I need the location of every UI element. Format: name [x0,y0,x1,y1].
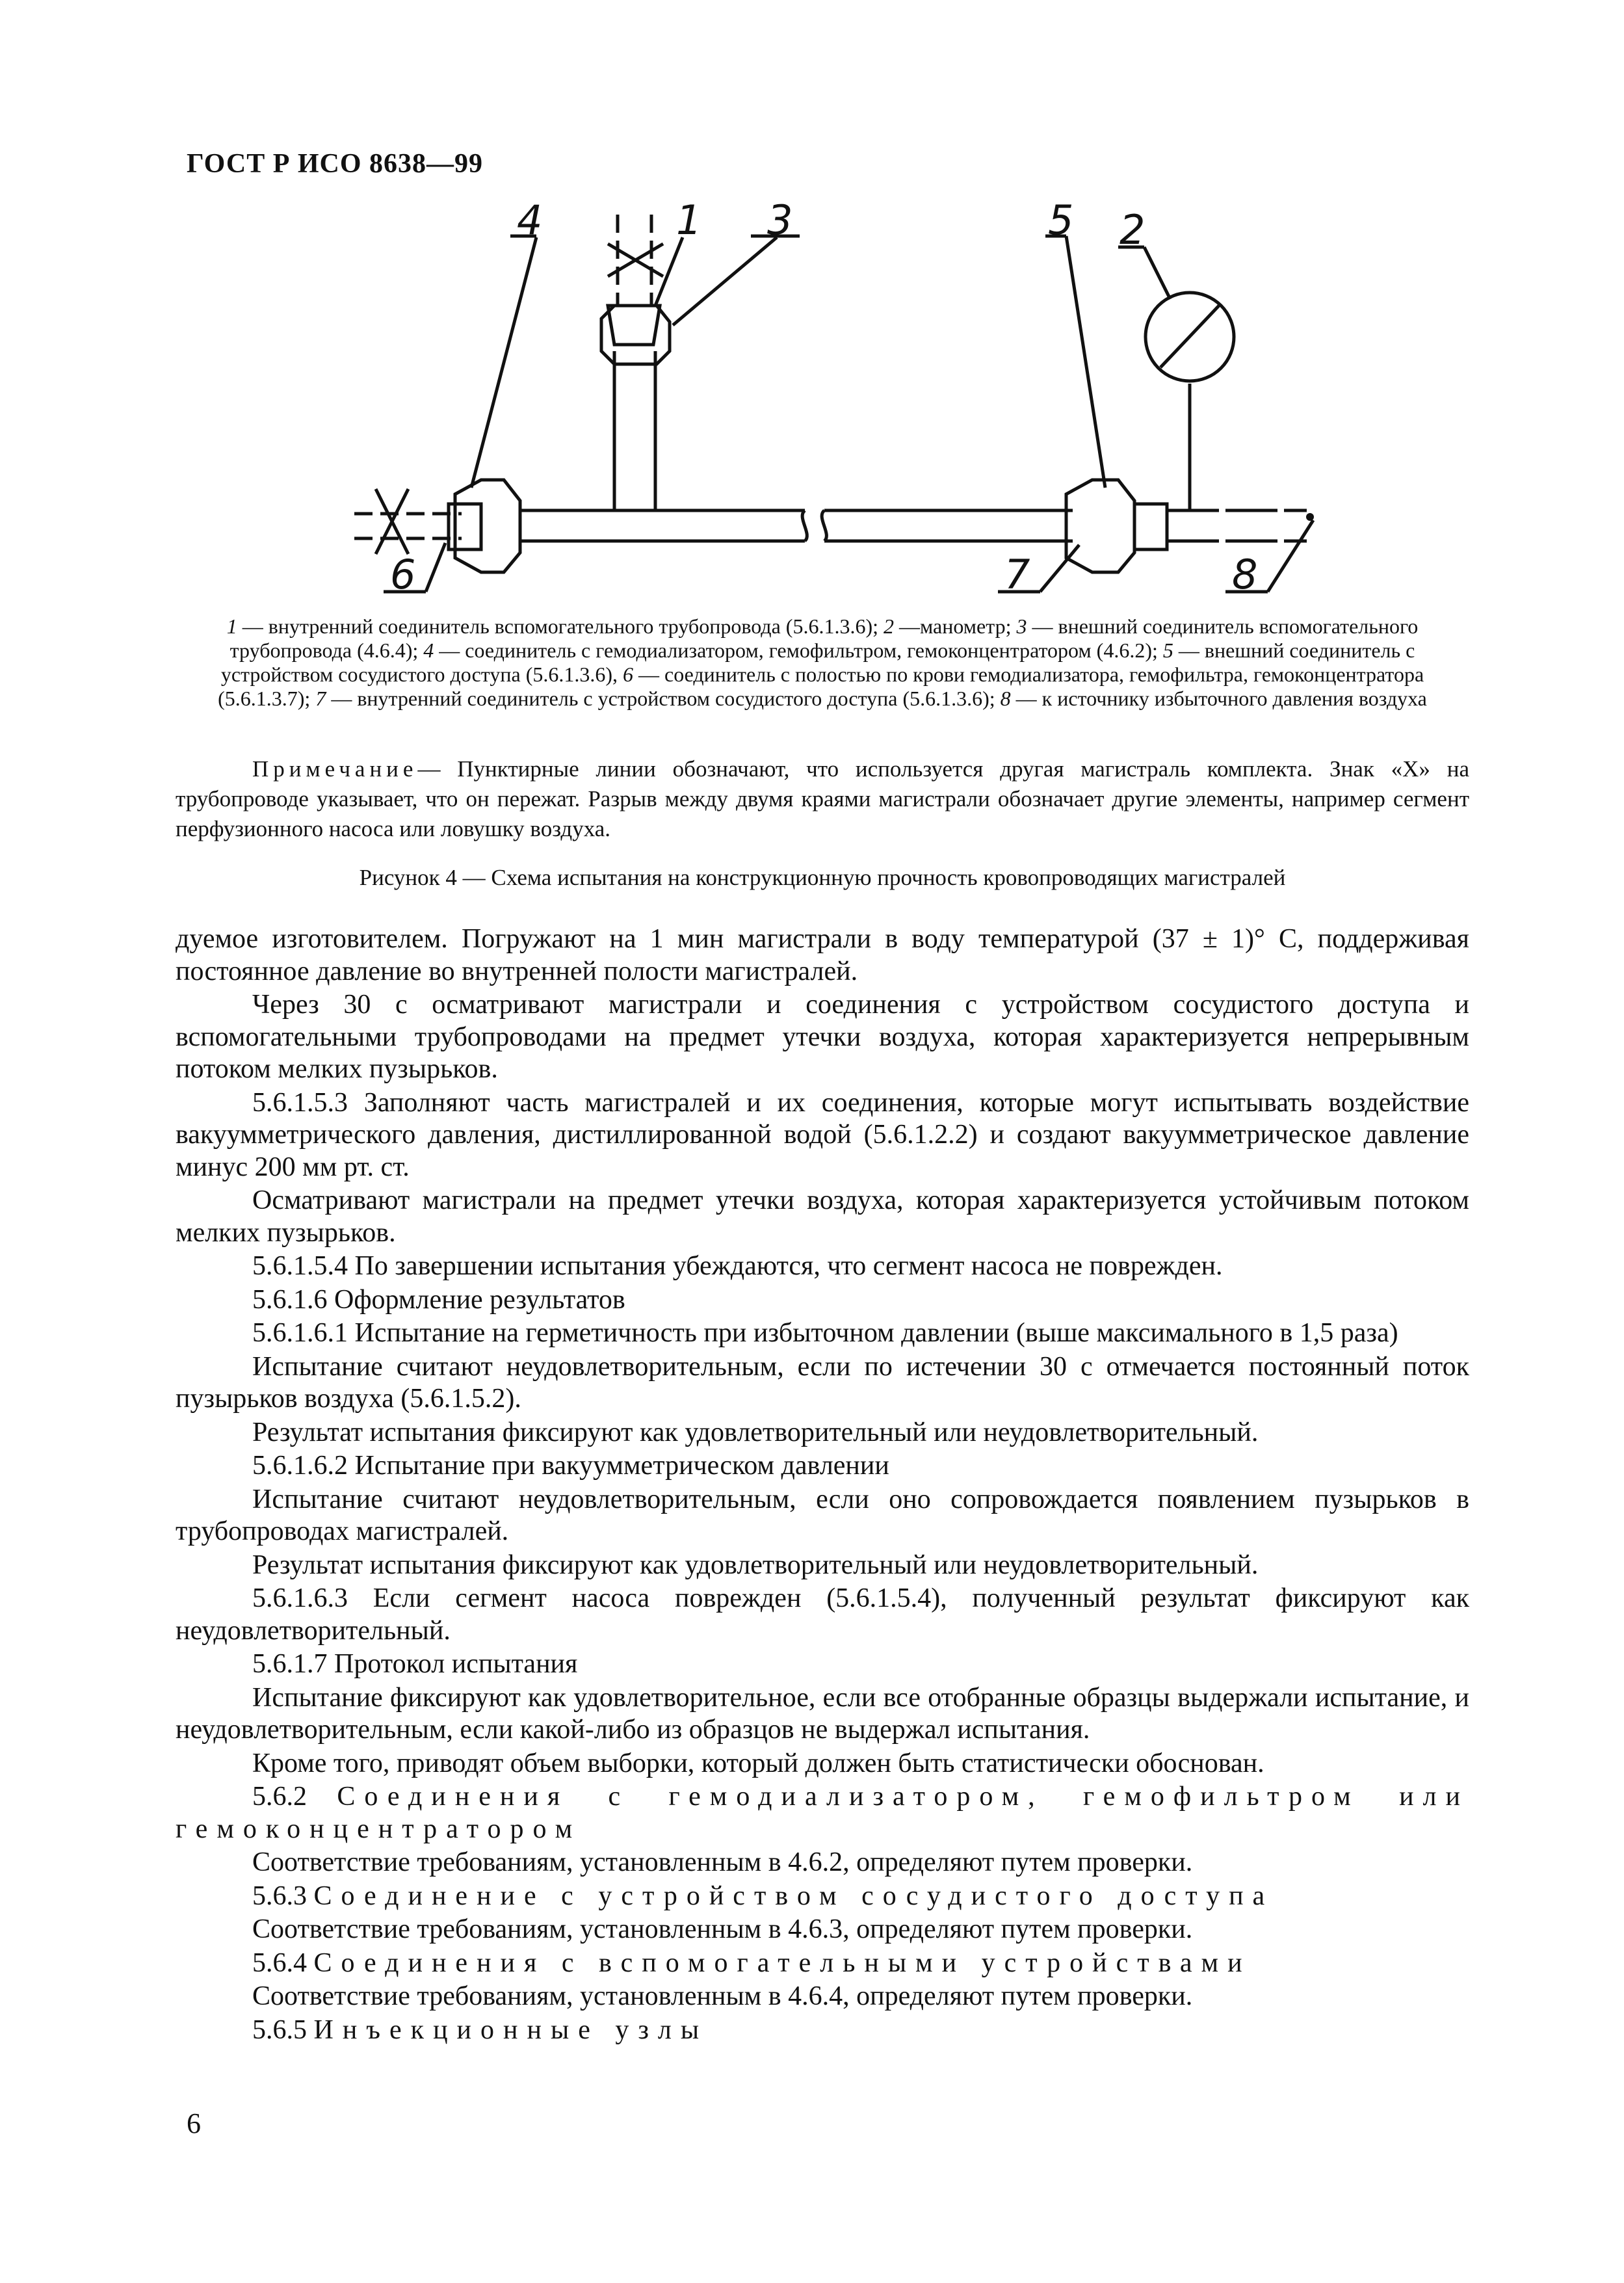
note-label: Примечание [252,756,418,782]
legend-item-5: 5 [1162,639,1173,662]
paragraph: Соответствие требованиям, установленным в 4.6.2, определяют путем проверки. [252,1847,1193,1877]
document-header: ГОСТ Р ИСО 8638—99 [187,149,484,179]
label-6: 6 [390,551,416,598]
leader-6 [426,543,445,592]
paragraph: 5.6.1.6.2 Испытание при вакуумметрическом давлении [252,1451,889,1481]
paragraph: Результат испытания фиксируют как удовлетворительный или неудовлетворительный. [252,1550,1259,1580]
paragraph: 5.6.1.5.3 Заполняют часть магистралей и их соединения, которые могут испытывать воздействие вакуумметрического давления, дистиллированной водой (5.6.1.2.2) и создают вакуумметрическое давление минус 200 мм рт. ст. [176,1087,1469,1182]
manometer-needle [1160,306,1219,367]
legend-item-6: 6 [623,663,633,686]
subsection-heading: 5.6.1.7 Протокол испытания [252,1649,578,1679]
figure-note [176,754,1469,844]
legend-item-2: 2 [883,614,894,638]
leader-5 [1066,236,1105,488]
label-3: 3 [767,202,793,244]
section-heading-5-6-2: 5.6.2 Соединения с гемодиализатором, гемофильтром или гемоконцентратором [176,1782,1469,1844]
figure-caption: Рисунок 4 — Схема испытания на конструкционную прочность кровопроводящих магистралей [359,865,1286,890]
label-4: 4 [517,202,543,244]
section-heading-5-6-5: 5.6.5 Инъекционные узлы [252,2014,709,2045]
body-text [176,923,1469,2048]
paragraph: Через 30 с осматривают магистрали и соединения с устройством сосудистого доступа и вспомогательными трубопроводами на предмет утечки воздуха, которая характеризуется непрерывным потоком мелких пузырьков. [176,990,1469,1084]
figure-legend: 1 — внутренний соединитель вспомогательного трубопровода (5.6.1.3.6); 2 —манометр; 3 — внешний соединитель вспомогательного трубопровода (4.6.4); 4 — соединитель с гемодиализатором, гемофильтром, гемоконцентратором (4.6.2); 5 — внешний соединитель с устройством сосудистого доступа (5.6.1.3.6), 6 — соединитель с полостью по крови гемодиализатора, гемофильтра, гемоконцентратора (5.6.1.3.7); 7 — внутренний соединитель с устройством сосудистого доступа (5.6.1.3.6); 8 — к источнику избыточного давления воздуха [218,614,1427,710]
paragraph: Результат испытания фиксируют как удовлетворительный или неудовлетворительный. [252,1417,1259,1447]
paragraph: Испытание фиксируют как удовлетворительное, если все отобранные образцы выдержали испытание, и неудовлетворительным, если какой-либо из образцов не выдержал испытания. [176,1682,1469,1745]
paragraph: Соответствие требованиям, установленным в 4.6.3, определяют путем проверки. [252,1914,1193,1944]
legend-item-8: 8 [1000,687,1011,710]
paragraph: Кроме того, приводят объем выборки, который должен быть статистически обоснован. [252,1748,1264,1778]
legend-item-4: 4 [423,639,434,662]
connector-4 [455,480,520,572]
paragraph: Соответствие требованиям, установленным в 4.6.4, определяют путем проверки. [252,1981,1193,2011]
leader-3 [673,237,777,325]
legend-item-7: 7 [315,687,326,710]
label-8: 8 [1232,551,1258,598]
paragraph: дуемое изготовителем. Погружают на 1 мин магистрали в воду температурой (37 ± 1)° С, поддерживая постоянное давление во внутренней полости магистралей. [176,924,1469,986]
paragraph: Испытание считают неудовлетворительным, если оно сопровождается появлением пузырьков в трубопроводах магистралей. [176,1484,1469,1546]
page-number: 6 [187,2107,201,2139]
label-7: 7 [1004,551,1030,598]
label-5: 5 [1048,202,1074,244]
label-2: 2 [1120,206,1146,254]
legend-item-3: 3 [1016,614,1027,638]
paragraph: Осматривают магистрали на предмет утечки воздуха, которая характеризуется устойчивым потоком мелких пузырьков. [176,1185,1469,1248]
connector-5 [1066,480,1134,572]
label-1: 1 [676,202,702,244]
leader-4 [471,237,536,488]
note-text: — Пунктирные линии обозначают, что используется другая магистраль комплекта. Знак «X» на трубопроводе указывает, что он пережат. Разрыв между двумя краями магистрали обозначает другие элементы, например сегмент перфузионного насоса или ловушку воздуха. [176,756,1469,841]
paragraph: 5.6.1.6.1 Испытание на герметичность при избыточном давлении (выше максимального в 1,5 раза) [252,1318,1398,1348]
leader-7 [1040,545,1079,592]
section-heading-5-6-4: 5.6.4 Соединения с вспомогательными устройствами [252,1947,1251,1978]
leader-8 [1268,520,1313,592]
section-heading-5-6-3: 5.6.3 Соединение с устройством сосудистого доступа [252,1881,1274,1911]
leader-2 [1144,247,1170,299]
paragraph: Испытание считают неудовлетворительным, если по истечении 30 с отмечается постоянный поток пузырьков воздуха (5.6.1.5.2). [176,1351,1469,1414]
subsection-heading: 5.6.1.6 Оформление результатов [252,1284,625,1315]
break-right [822,510,826,541]
source-endpoint [1306,513,1314,521]
paragraph: 5.6.1.6.3 Если сегмент насоса поврежден (5.6.1.5.4), полученный результат фиксируют как неудовлетворительный. [176,1583,1469,1646]
paragraph: 5.6.1.5.4 По завершении испытания убеждаются, что сегмент насоса не поврежден. [252,1251,1223,1281]
test-scheme-diagram [325,202,1365,618]
test-scheme-figure [325,202,1365,618]
break-left [802,510,807,541]
connector-1 [608,306,660,345]
connector-7 [1134,504,1167,549]
legend-item-1: 1 [226,614,237,638]
